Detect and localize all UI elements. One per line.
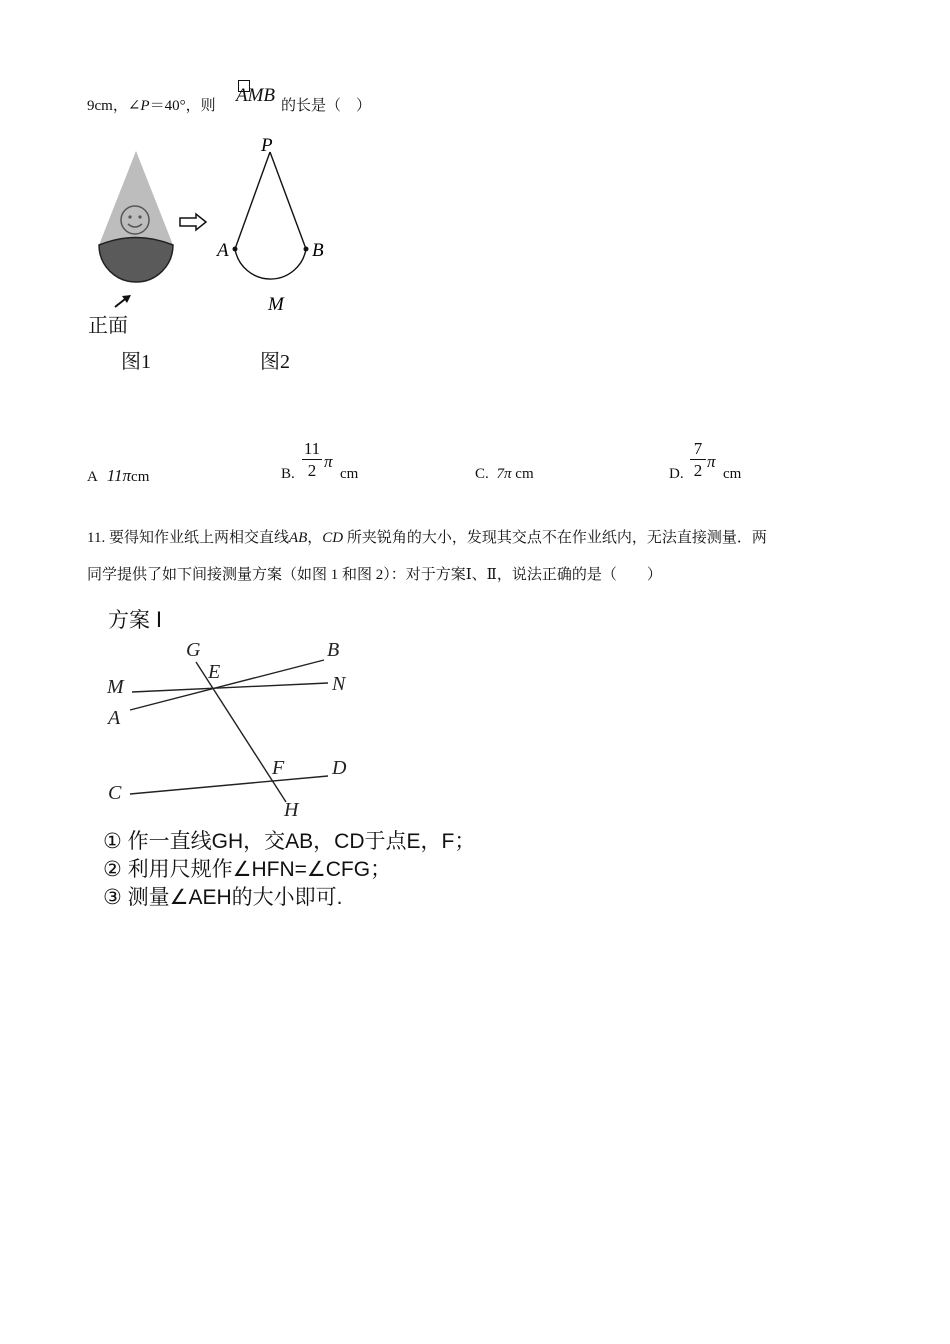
option-c[interactable] [475, 466, 534, 483]
label-c: C [108, 782, 122, 804]
option-d-unit: cm [723, 466, 742, 482]
cone-shape [99, 151, 173, 245]
q11-line1-ab: AB [288, 530, 308, 546]
label-g: G [186, 639, 201, 661]
figure-1-caption: 图1 [121, 351, 151, 373]
option-b-letter[interactable]: B. [281, 466, 295, 482]
q10-stem [87, 94, 216, 115]
right-arrow-icon [178, 212, 210, 232]
label-b: B [312, 240, 324, 261]
q10-arc-label: AMB [236, 85, 276, 106]
scheme-step-2: ② 利用尺规作∠HFN=∠CFG； [103, 858, 392, 881]
q10-stem-mid: ＝40°，则 [149, 98, 216, 114]
option-a-value: 11π [106, 466, 132, 485]
q10-stem-angle-p: P [140, 98, 150, 114]
q11-line1-cd: CD [322, 530, 344, 546]
q11-line1-comma: ， [307, 530, 323, 546]
option-b-fraction [302, 440, 322, 479]
figure-2-caption: 图2 [260, 351, 290, 373]
q11-line-1 [87, 526, 767, 547]
option-d-letter[interactable]: D. [669, 466, 684, 482]
option-b-numerator: 11 [303, 439, 321, 458]
label-e: E [208, 661, 221, 683]
line-gh [196, 662, 286, 802]
scheme-1-figure [100, 632, 380, 822]
q11-line1-prefix: 11. 要得知作业纸上两相交直线 [87, 530, 289, 546]
option-d-pi: π [707, 452, 716, 471]
sphere-shape [99, 238, 173, 283]
label-a: A [108, 707, 121, 729]
option-b-unit: cm [340, 466, 359, 482]
line-cd [130, 776, 328, 794]
option-a-letter: A [87, 469, 98, 485]
q10-stem-suffix: 的长是（ ） [281, 98, 372, 114]
option-d-numerator: 7 [693, 439, 703, 458]
scheme-title: 方案 Ⅰ [108, 609, 163, 632]
label-m: M [107, 676, 124, 698]
front-arrow-icon [115, 295, 131, 307]
option-a-unit: cm [131, 469, 150, 485]
label-h: H [284, 799, 299, 821]
label-n: N [332, 673, 346, 695]
scheme-step-3: ③ 测量∠AEH的大小即可. [103, 886, 343, 909]
label-a: A [217, 240, 229, 261]
label-d: D [332, 757, 347, 779]
scheme-step-1: ① 作一直线GH，交AB，CD于点E，F； [103, 830, 476, 853]
option-c-value: 7π [496, 466, 512, 482]
label-b: B [327, 639, 340, 661]
option-c-unit: cm [515, 466, 534, 482]
option-c-letter: C. [475, 466, 489, 482]
option-d-denominator: 2 [693, 461, 703, 480]
figure-1 [85, 145, 205, 375]
figure-2 [212, 130, 332, 320]
option-d-fraction [690, 440, 706, 479]
q11-line1-rest: 所夹锐角的大小，发现其交点不在作业纸内，无法直接测量．两 [343, 530, 767, 546]
option-a[interactable] [87, 466, 149, 486]
front-label: 正面 [88, 315, 128, 337]
option-b-pi: π [324, 452, 333, 471]
q11-line-2: 同学提供了如下间接测量方案（如图 1 和图 2）：对于方案Ⅰ、Ⅱ，说法正确的是（ ） [87, 567, 662, 583]
q10-stem-prefix: 9cm，∠ [87, 98, 141, 114]
option-b-denominator: 2 [307, 461, 317, 480]
label-p: P [261, 135, 273, 156]
label-m: M [268, 294, 284, 315]
label-f: F [272, 757, 285, 779]
